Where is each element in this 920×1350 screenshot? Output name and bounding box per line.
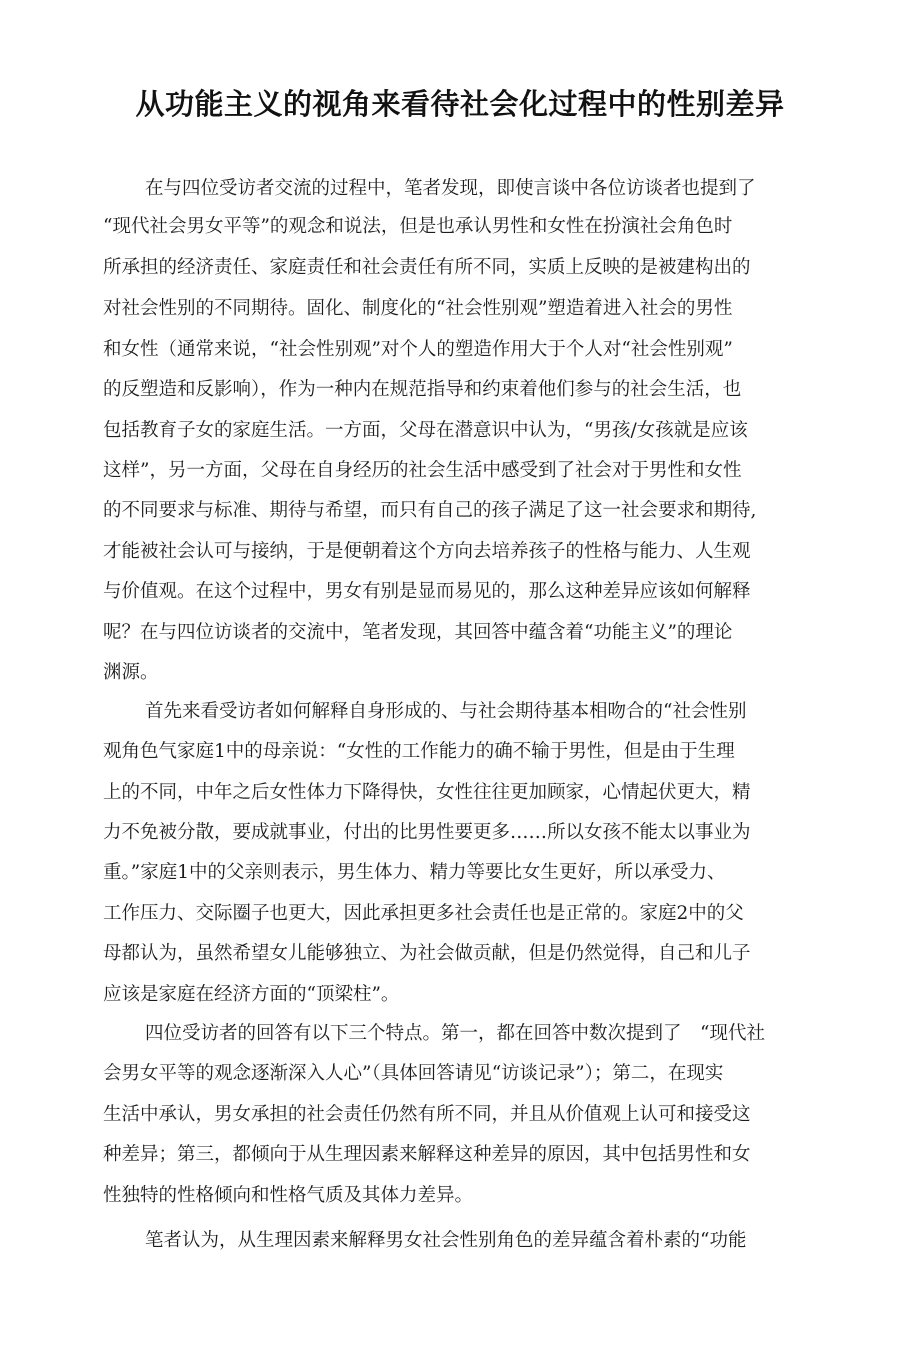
paragraph-1-line-8: 这样”，另一方面，父母在自身经历的社会生活中感受到了社会对于男性和女性 (103, 460, 742, 481)
paragraph-1-line-7: 包括教育子女的家庭生活。一方面，父母在潜意识中认为，“男孩/女孩就是应该 (103, 420, 748, 441)
paragraph-3-line-5: 性独特的性格倾向和性格气质及其体力差异。 (103, 1185, 474, 1206)
paragraph-3-line-1: 四位受访者的回答有以下三个特点。第一，都在回答中数次提到了 “现代社 (145, 1023, 765, 1044)
paragraph-2-line-2: 观角色气家庭1中的母亲说：“女性的工作能力的确不输于男性，但是由于生理 (103, 741, 735, 762)
paragraph-1-line-2: “现代社会男女平等”的观念和说法，但是也承认男性和女性在扮演社会角色时 (103, 216, 733, 237)
paragraph-2-line-7: 母都认为，虽然希望女儿能够独立、为社会做贡献，但是仍然觉得，自己和儿子 (103, 943, 751, 964)
paragraph-1-line-11: 与价值观。在这个过程中，男女有别是显而易见的，那么这种差异应该如何解释 (103, 581, 751, 602)
paragraph-2-line-6: 工作压力、交际圈子也更大，因此承担更多社会责任也是正常的。家庭2中的父 (103, 903, 744, 924)
paragraph-1-line-6: 的反塑造和反影响），作为一种内在规范指导和约束着他们参与的社会生活，也 (103, 379, 742, 400)
paragraph-1-line-13: 渊源。 (103, 662, 159, 683)
paragraph-2-line-1: 首先来看受访者如何解释自身形成的、与社会期待基本相吻合的“社会性别 (145, 701, 747, 722)
paragraph-1-line-9: 的不同要求与标准、期待与希望，而只有自己的孩子满足了这一社会要求和期待, (103, 500, 757, 521)
paragraph-2-line-4: 力不免被分散，要成就事业，付出的比男性要更多……所以女孩不能太以事业为 (103, 822, 751, 843)
paragraph-1-line-4: 对社会性别的不同期待。固化、制度化的“社会性别观”塑造着进入社会的男性 (103, 298, 733, 319)
paragraph-3-line-3: 生活中承认，男女承担的社会责任仍然有所不同，并且从价值观上认可和接受这 (103, 1104, 751, 1125)
paragraph-1-line-3: 所承担的经济责任、家庭责任和社会责任有所不同，实质上反映的是被建构出的 (103, 257, 751, 278)
document-title: 从功能主义的视角来看待社会化过程中的性别差异 (135, 87, 785, 121)
paragraph-3-line-2: 会男女平等的观念逐渐深入人心”（具体回答请见“访谈记录”）；第二，在现实 (103, 1063, 724, 1084)
paragraph-2-line-5: 重。”家庭1中的父亲则表示，男生体力、精力等要比女生更好，所以承受力、 (103, 862, 726, 883)
paragraph-4-line-1: 笔者认为，从生理因素来解释男女社会性别角色的差异蕴含着朴素的“功能 (145, 1230, 747, 1251)
paragraph-1-line-1: 在与四位受访者交流的过程中，笔者发现，即使言谈中各位访谈者也提到了 (145, 178, 756, 199)
paragraph-2-line-8: 应该是家庭在经济方面的“顶梁柱”。 (103, 984, 400, 1005)
paragraph-1-line-12: 呢？在与四位访谈者的交流中，笔者发现，其回答中蕴含着“功能主义”的理论 (103, 622, 733, 643)
paragraph-3-line-4: 种差异；第三，都倾向于从生理因素来解释这种差异的原因，其中包括男性和女 (103, 1144, 751, 1165)
paragraph-2-line-3: 上的不同，中年之后女性体力下降得快，女性往往更加顾家，心情起伏更大，精 (103, 782, 751, 803)
paragraph-1-line-10: 才能被社会认可与接纳，于是便朝着这个方向去培养孩子的性格与能力、人生观 (103, 541, 751, 562)
paragraph-1-line-5: 和女性（通常来说，“社会性别观”对个人的塑造作用大于个人对“社会性别观” (103, 339, 733, 360)
